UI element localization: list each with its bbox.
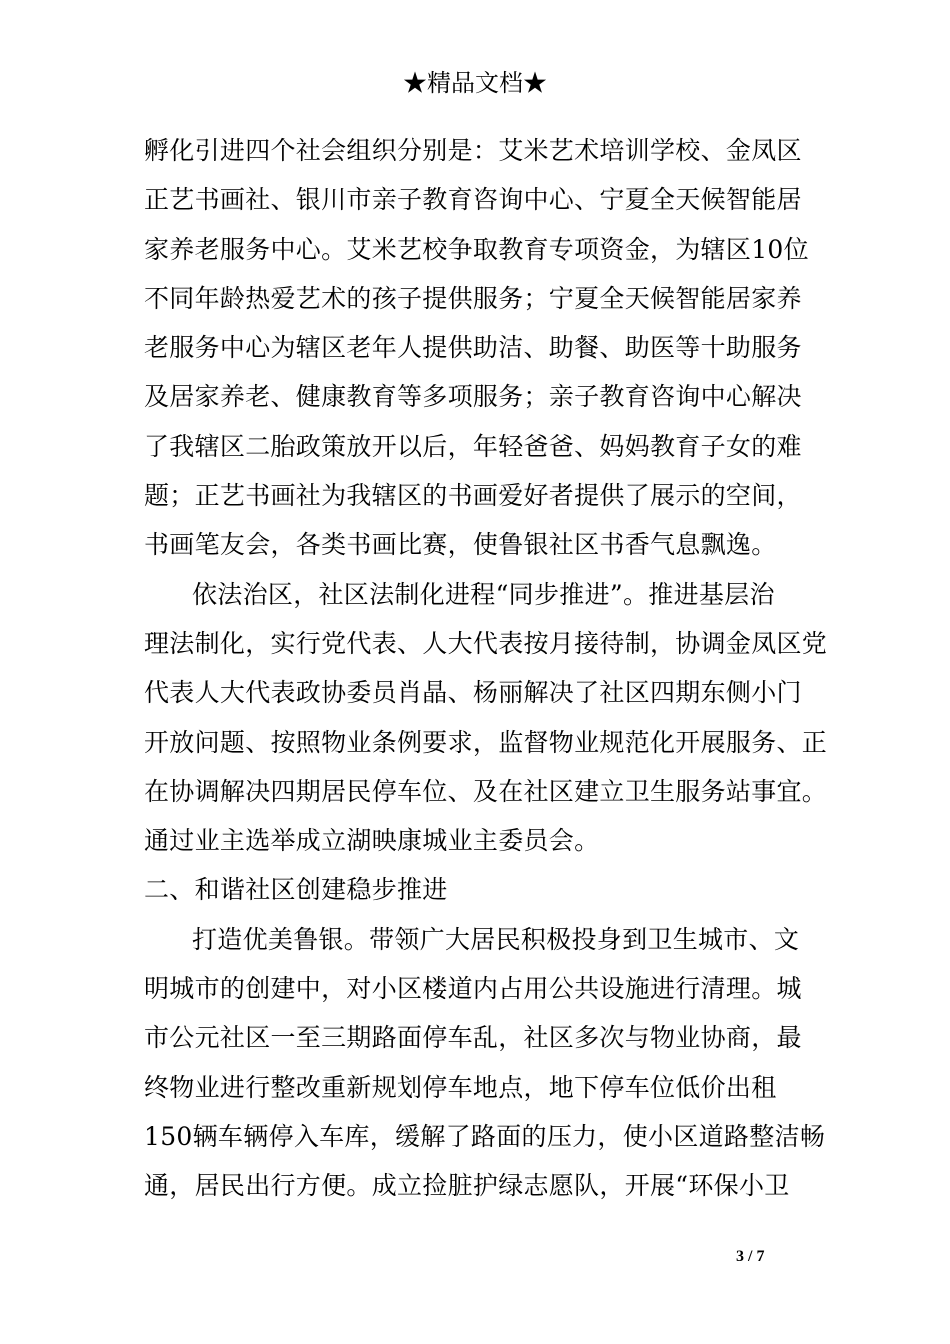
body-line: 家养老服务中心。艾米艺校争取教育专项资金，为辖区10位 xyxy=(144,234,809,264)
body-line: 通过业主选举成立湖映康城业主委员会。 xyxy=(144,826,600,856)
body-line: 了我辖区二胎政策放开以后，年轻爸爸、妈妈教育子女的难 xyxy=(144,431,802,461)
body-line: 正艺书画社、银川市亲子教育咨询中心、宁夏全天候智能居 xyxy=(144,185,802,215)
paragraph-start-line: 依法治区，社区法制化进程“同步推进”。推进基层治 xyxy=(192,579,775,609)
body-line: 理法制化，实行党代表、人大代表按月接待制，协调金凤区党 xyxy=(144,628,828,658)
body-line: 150辆车辆停入车库，缓解了路面的压力，使小区道路整洁畅 xyxy=(144,1121,826,1151)
body-line: 市公元社区一至三期路面停车乱，社区多次与物业协商，最 xyxy=(144,1023,802,1053)
body-line: 及居家养老、健康教育等多项服务；亲子教育咨询中心解决 xyxy=(144,382,802,412)
body-line: 老服务中心为辖区老年人提供助洁、助餐、助医等十助服务 xyxy=(144,333,802,363)
body-line: 题；正艺书画社为我辖区的书画爱好者提供了展示的空间， xyxy=(144,481,802,511)
body-line: 孵化引进四个社会组织分别是：艾米艺术培训学校、金凤区 xyxy=(144,136,802,165)
body-line: 书画笔友会，各类书画比赛，使鲁银社区书香气息飘逸。 xyxy=(144,530,777,560)
body-line: 开放问题、按照物业条例要求，监督物业规范化开展服务、正 xyxy=(144,727,828,757)
body-line: 终物业进行整改重新规划停车地点，地下停车位低价出租 xyxy=(144,1072,777,1102)
document-body xyxy=(144,126,828,1211)
page-number: 3 / 7 xyxy=(736,1248,765,1265)
body-line: 代表人大代表政协委员肖晶、杨丽解决了社区四期东侧小门 xyxy=(144,678,802,708)
body-line: 在协调解决四期居民停车位、及在社区建立卫生服务站事宜。 xyxy=(144,776,828,806)
body-line: 明城市的创建中，对小区楼道内占用公共设施进行清理。城 xyxy=(144,974,802,1004)
body-line: 通，居民出行方便。成立捡脏护绿志愿队，开展“环保小卫 xyxy=(144,1171,790,1201)
section-heading: 二、和谐社区创建稳步推进 xyxy=(144,875,448,905)
page-header-title: ★精品文档★ xyxy=(403,69,547,97)
body-line: 不同年龄热爱艺术的孩子提供服务；宁夏全天候智能居家养 xyxy=(144,283,802,313)
paragraph-start-line: 打造优美鲁银。带领广大居民积极投身到卫生城市、文 xyxy=(192,924,800,954)
